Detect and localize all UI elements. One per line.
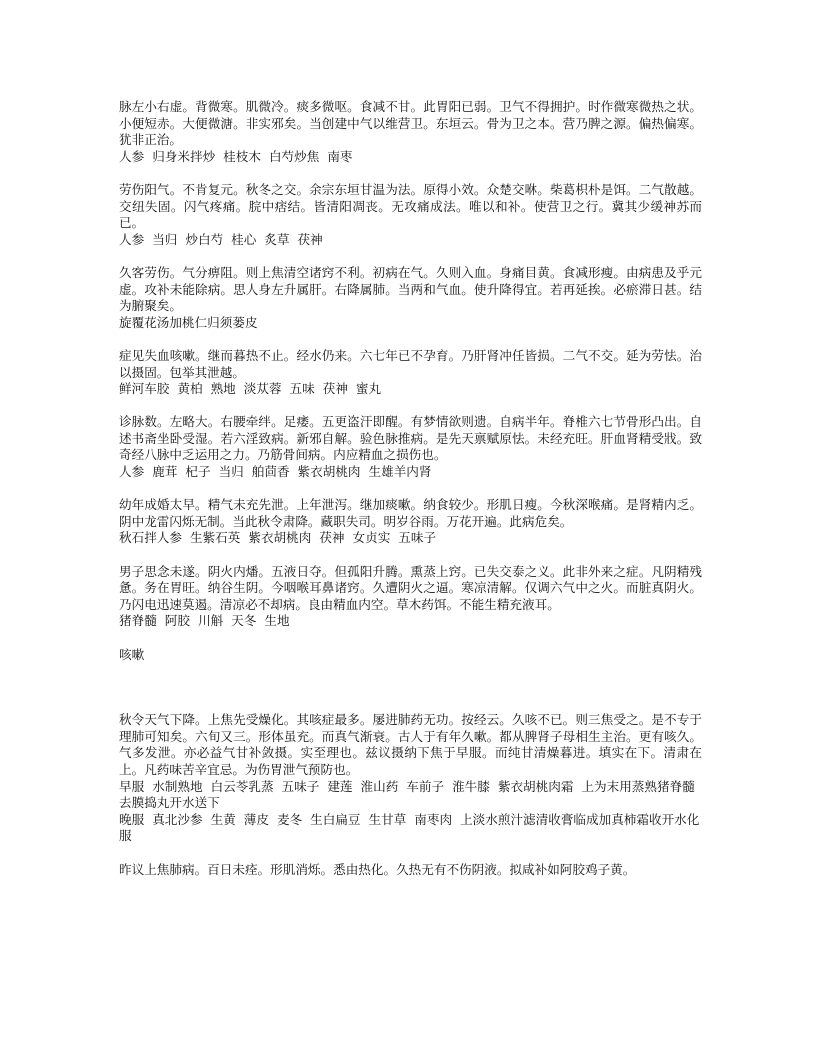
- prescription: 鲜河车胶 黄柏 熟地 淡苁蓉 五味 茯神 蜜丸: [119, 381, 382, 397]
- case-text: 久客劳伤。气分痹阻。则上焦清空诸窍不利。初病在气。久则入血。身痛目黄。食减形瘦。由病患及乎元虚。攻补未能除病。思人身左升属肝。右降属肺。当两和气血。使升降得宜。若再延挨。必瘀滞日甚。结为腑聚矣。: [119, 264, 702, 314]
- case-7: [119, 564, 702, 630]
- case-6: [119, 497, 702, 547]
- case-text-last: 昨议上焦肺病。百日未痊。形肌消烁。悉由热化。久热无有不伤阴液。拟咸补如阿胶鸡子黄。: [119, 861, 636, 877]
- prescription: 人参 当归 炒白芍 桂心 炙草 茯神: [119, 231, 323, 247]
- prescription: 人参 鹿茸 杞子 当归 舶茴香 紫衣胡桃肉 生雄羊内肾: [119, 464, 432, 480]
- prescription: 秋石拌人参 生紫石英 紫衣胡桃肉 茯神 女贞实 五味子: [119, 530, 437, 546]
- prescription: 人参 归身米拌炒 桂枝木 白芍炒焦 南枣: [119, 148, 353, 164]
- document-page: [119, 99, 702, 878]
- case-4: [119, 348, 702, 398]
- case-text: 症见失血咳嗽。继而暮热不止。经水仍来。六七年已不孕育。乃肝肾冲任皆损。二气不交。延为劳怯。治以摄固。包举其泄越。: [119, 347, 702, 380]
- case-1: [119, 99, 702, 165]
- case-3: [119, 265, 702, 331]
- morning-prescription: 早服 水制熟地 白云苓乳蒸 五味子 建莲 淮山药 车前子 淮牛膝 紫衣胡桃肉霜 上为末用蒸熟猪脊髓去膜捣丸开水送下: [119, 778, 695, 811]
- prescription: 旋覆花汤加桃仁归须蒌皮: [119, 314, 258, 330]
- evening-prescription: 晚服 真北沙参 生黄 薄皮 麦冬 生白扁豆 生甘草 南枣肉 上淡水煎汁滤清收膏临成加真柿霜收开水化服: [119, 811, 700, 844]
- case-text: 诊脉数。左略大。右腰牵绊。足痿。五更盗汗即醒。有梦情欲则遗。自病半年。脊椎六七节骨形凸出。自述书斋坐卧受湿。若六淫致病。新邪自解。验色脉推病。是先天禀赋原怯。未经充旺。肝血肾精受戕。致奇经八脉中乏运用之力。乃筋骨间病。内应精血之损伤也。: [119, 414, 702, 463]
- case-text: 男子思念未遂。阴火内燔。五液日夺。但孤阳升腾。熏蒸上窍。已失交泰之义。此非外来之症。凡阴精残惫。务在胃旺。纳谷生阴。今咽喉耳鼻诸窍。久遭阴火之逼。寒凉清解。仅调六气中之火。而脏真阴火。乃闪电迅速莫遏。清凉必不却病。良由精血内空。草木药饵。不能生精充液耳。: [119, 563, 702, 612]
- case-5: [119, 414, 702, 480]
- case-2: [119, 182, 702, 248]
- prescription: 猪脊髓 阿胶 川斛 天冬 生地: [119, 613, 290, 629]
- section-heading: 咳嗽: [119, 646, 145, 662]
- case-text: 脉左小右虚。背微寒。肌微冷。痰多微呕。食减不甘。此胃阳已弱。卫气不得拥护。时作微寒微热之状。小便短赤。大便微溏。非实邪矣。当创建中气以维营卫。东垣云。骨为卫之本。营乃脾之源。偏热偏寒。犹非正治。: [119, 99, 702, 148]
- case-text: 劳伤阳气。不肯复元。秋冬之交。余宗东垣甘温为法。原得小效。众楚交咻。柴葛枳朴是饵。二气散越。交纽失固。闪气疼痛。脘中痞结。皆清阳凋丧。无攻痛成法。唯以和补。使营卫之行。冀其少缓神苏而已。: [119, 181, 702, 231]
- cough-case-1: [119, 712, 702, 845]
- case-text: 幼年成婚太早。精气未充先泄。上年泄泻。继加痰嗽。纳食较少。形肌日瘦。今秋深喉痛。是肾精内乏。阴中龙雷闪烁无制。当此秋令肃降。藏职失司。明岁谷雨。万花开遍。此病危矣。: [119, 497, 702, 529]
- case-text: 秋令天气下降。上焦先受燥化。其咳症最多。屡进肺药无功。按经云。久咳不已。则三焦受之。是不专于理肺可知矣。六旬又三。形体虽充。而真气渐衰。古人于有年久嗽。都从脾肾子母相生主治。更有咳久。气多发泄。亦必益气甘补敛摄。实至理也。兹议摄纳下焦于早服。而纯甘清燥暮进。填实在下。清肃在上。凡药味苦辛宜忌。为伤胃泄气预防也。: [119, 712, 702, 777]
